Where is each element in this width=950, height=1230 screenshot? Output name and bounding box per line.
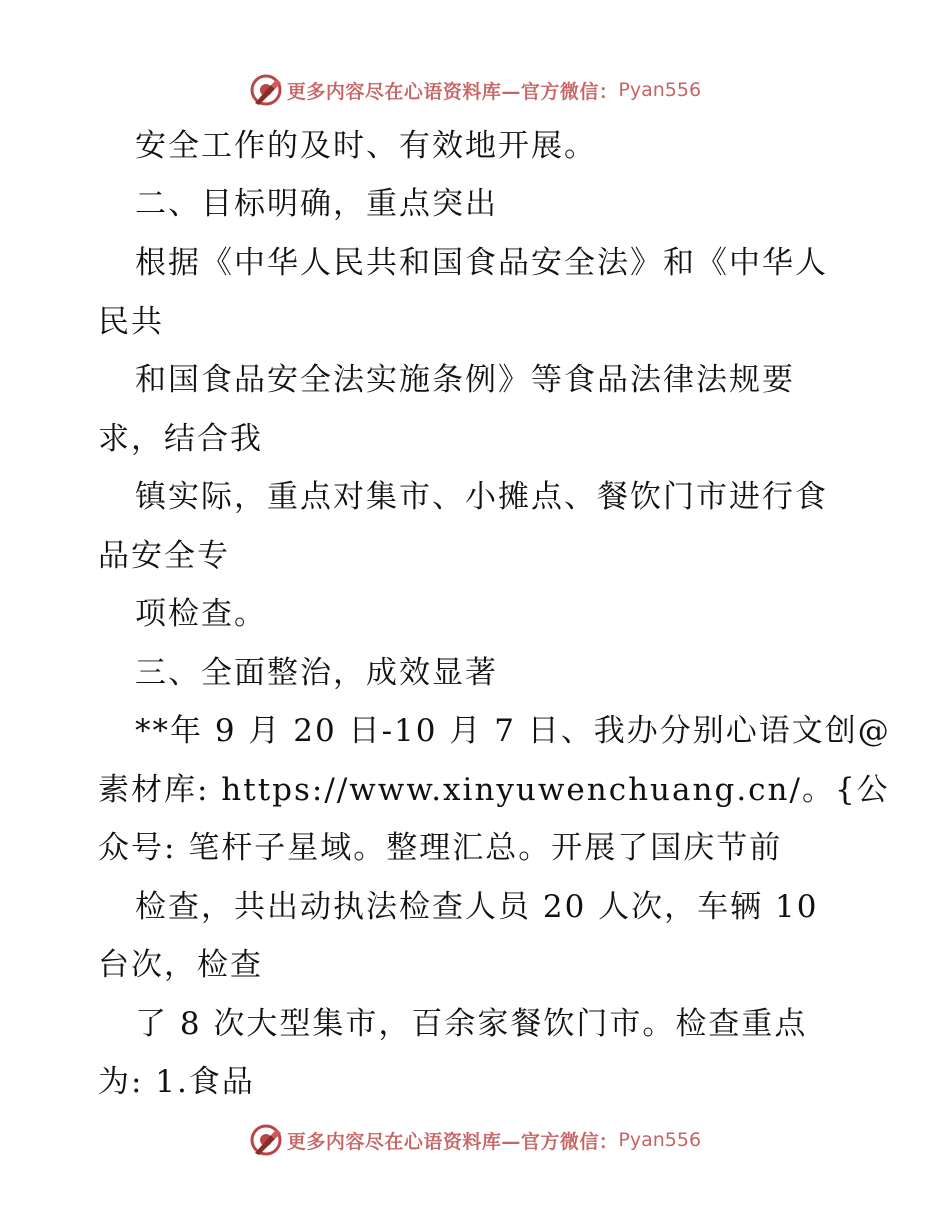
- text-line: 台次，检查: [98, 947, 263, 983]
- text-line: 和国食品安全法实施条例》等食品法律法规要: [135, 362, 795, 398]
- footer-banner: [0, 1120, 950, 1160]
- banner-handle: Pyan556: [618, 1129, 702, 1151]
- text-line: 项检查。: [135, 596, 267, 632]
- text-line: 了 8 次大型集市，百余家餐饮门市。检查重点: [135, 1006, 808, 1042]
- banner-text: 更多内容尽在心语资料库—官方微信：: [286, 1130, 619, 1153]
- text-line: 为: 1.食品: [98, 1064, 255, 1100]
- text-line: 二、目标明确，重点突出: [135, 186, 498, 222]
- text-line: 检查，共出动执法检查人员 20 人次，车辆 10: [135, 889, 819, 925]
- pen-logo-icon: [249, 73, 283, 107]
- header-banner: [0, 70, 950, 110]
- text-line: 品安全专: [98, 538, 230, 574]
- text-line: 民共: [98, 304, 164, 340]
- text-line: 安全工作的及时、有效地开展。: [135, 128, 597, 164]
- text-line: 三、全面整治，成效显著: [135, 655, 498, 691]
- pen-logo-icon: [249, 1123, 283, 1157]
- text-line: 求，结合我: [98, 421, 263, 457]
- text-line: 素材库: https://www.xinyuwenchuang.cn/。{公: [98, 772, 890, 808]
- text-line: 众号: 笔杆子星域。整理汇总。开展了国庆节前: [98, 830, 783, 866]
- text-line: **年 9 月 20 日-10 月 7 日、我办分别心语文创@: [135, 713, 891, 749]
- text-line: 根据《中华人民共和国食品安全法》和《中华人: [135, 245, 828, 281]
- text-line: 镇实际，重点对集市、小摊点、餐饮门市进行食: [135, 479, 828, 515]
- banner-text: 更多内容尽在心语资料库—官方微信：: [286, 80, 619, 103]
- banner-handle: Pyan556: [618, 79, 702, 101]
